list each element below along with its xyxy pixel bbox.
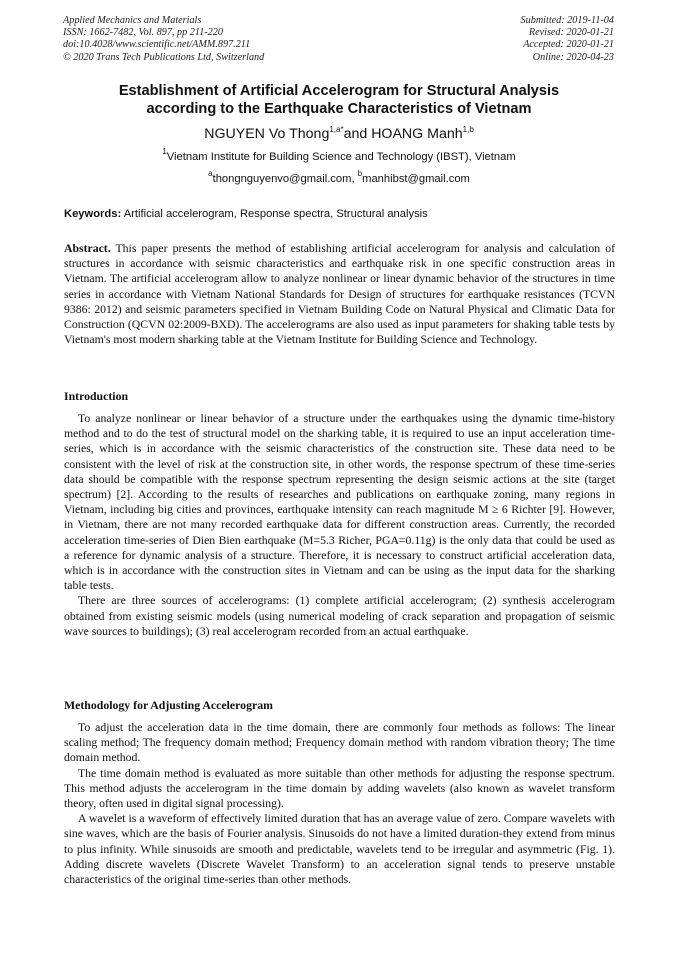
author-emails: [40, 169, 638, 186]
journal-header-right: [521, 15, 614, 64]
affiliation: [40, 147, 638, 164]
email-a[interactable]: thongnguyenvo@gmail.com,: [212, 173, 358, 185]
methodology-heading: Methodology for Adjusting Accelerogram: [64, 698, 273, 712]
email-marker-b: b: [357, 169, 363, 178]
revised-date: Revised: 2020-01-21: [528, 27, 614, 39]
methodology-body: [64, 720, 615, 887]
introduction-paragraph-2: There are three sources of accelerograms: (1) complete artificial accelerogram; (2) synthesis accelerogram obtained from existing seismic models (using numerical modeling of crack separation and propagation of seismic wave sources to buildings); (3) real accelerogram recorded from an actual earthquake.: [64, 594, 615, 638]
journal-doi[interactable]: doi:10.4028/www.scientific.net/AMM.897.211: [63, 39, 251, 51]
author-2-affiliation: 1,b: [462, 125, 474, 134]
introduction-paragraph-1: To analyze nonlinear or linear behavior of a structure under the earthquakes using the dynamic time-history method and to do the test of structural model on the sharking table, it is required to use an input acceleration time-series, which is in accordance with the seismic characteristics of the construction site. These data need to be consistent with the level of risk at the construction site, in other words, the response spectrum of these time-series data should be compatible with the response spectrum representing the design seismic actions at the site (target spectrum) [2]. According to the results of researches and publications on earthquake zoning, many regions in Vietnam, including big cities and provinces, earthquake intensity can reach magnitude M ≥ 6 Richter [9]. However, in Vietnam, there are not many recorded earthquake data for different construction areas. Currently, the recorded acceleration time-series of Dien Bien earthquake (M=5.3 Richer, PGA=0.11g) is the only data that could be used as a reference for dynamic analysis of a structure. Therefore, it is necessary to construct artificial acceleration data, which is in accordance with the construction sites in Vietnam and can be using as the input data for the sharking table tests.: [64, 412, 615, 593]
author-1: NGUYEN Vo Thong: [204, 126, 330, 142]
journal-copyright: © 2020 Trans Tech Publications Ltd, Switzerland: [63, 51, 265, 63]
affiliation-text: Vietnam Institute for Building Science and Technology (IBST), Vietnam: [166, 151, 516, 163]
methodology-paragraph-1: To adjust the acceleration data in the time domain, there are commonly four methods as follows: The linear scaling method; The frequency domain method; Frequency domain method with random vibration theory; The time domain method.: [64, 721, 615, 765]
keywords-text: Artificial accelerogram, Response spectra, Structural analysis: [121, 208, 428, 220]
journal-header-left: [63, 15, 264, 64]
submitted-date: Submitted: 2019-11-04: [520, 15, 614, 26]
abstract-label: Abstract.: [64, 242, 111, 255]
online-date: Online: 2020-04-23: [532, 51, 614, 63]
journal-name: Applied Mechanics and Materials: [63, 15, 202, 26]
introduction-heading: Introduction: [64, 389, 129, 403]
author-1-affiliation: 1,a*: [329, 125, 344, 134]
abstract: [64, 241, 615, 347]
author-line: [40, 125, 638, 143]
email-b[interactable]: manhibst@gmail.com: [362, 173, 470, 185]
abstract-text: This paper presents the method of establishing artificial accelerogram for analysis and calculation of structures in accordance with seismic characteristics and earthquake risk in one specific construction areas in Vietnam. The artificial accelerogram allow to analyze nonlinear or linear dynamic behavior of the structures in time series in accordance with Vietnam National Standards for Design of structures for earthquake resistances (TCVN 9386: 2012) and seismic parameters specified in Vietnam Building Code on Natural Physical and Climatic Data for Construction (QCVN 02:2009-BXD). The accelerograms are also used as input parameters for shaking table tests by Vietnam's most modern sharking table at the Vietnam Institute for Building Science and Technology.: [64, 242, 615, 347]
email-marker-a: a: [208, 169, 213, 178]
title-line-2: according to the Earthquake Characteristics of Vietnam: [146, 101, 532, 117]
journal-issn: ISSN: 1662-7482, Vol. 897, pp 211-220: [63, 27, 223, 39]
title-line-1: Establishment of Artificial Accelerogram for Structural Analysis: [118, 83, 560, 99]
introduction-body: [64, 411, 615, 639]
keywords: [64, 207, 616, 221]
methodology-paragraph-3: A wavelet is a waveform of effectively limited duration that has an average value of zero. Compare wavelets with sine waves, which are the basis of Fourier analysis. Sinusoids do not have a limited duration-they extend from minus to plus infinity. While sinusoids are smooth and predictable, wavelets tend to be irregular and asymmetric (Fig. 1). Adding discrete wavelets (Discrete Wavelet Transform) to an acceleration signal tends to preserve unstable characteristics of the original time-series than other methods.: [64, 812, 615, 887]
accepted-date: Accepted: 2020-01-21: [523, 39, 614, 51]
affiliation-marker: 1: [162, 147, 167, 156]
methodology-paragraph-2: The time domain method is evaluated as more suitable than other methods for adjusting the response spectrum. This method adjusts the accelerogram in the time domain by adding wavelets (also known as wavelet transform theory, often used in digital signal processing).: [64, 766, 615, 811]
keywords-label: Keywords:: [64, 208, 122, 220]
paper-title: [40, 82, 638, 118]
author-2: and HOANG Manh: [343, 126, 463, 142]
